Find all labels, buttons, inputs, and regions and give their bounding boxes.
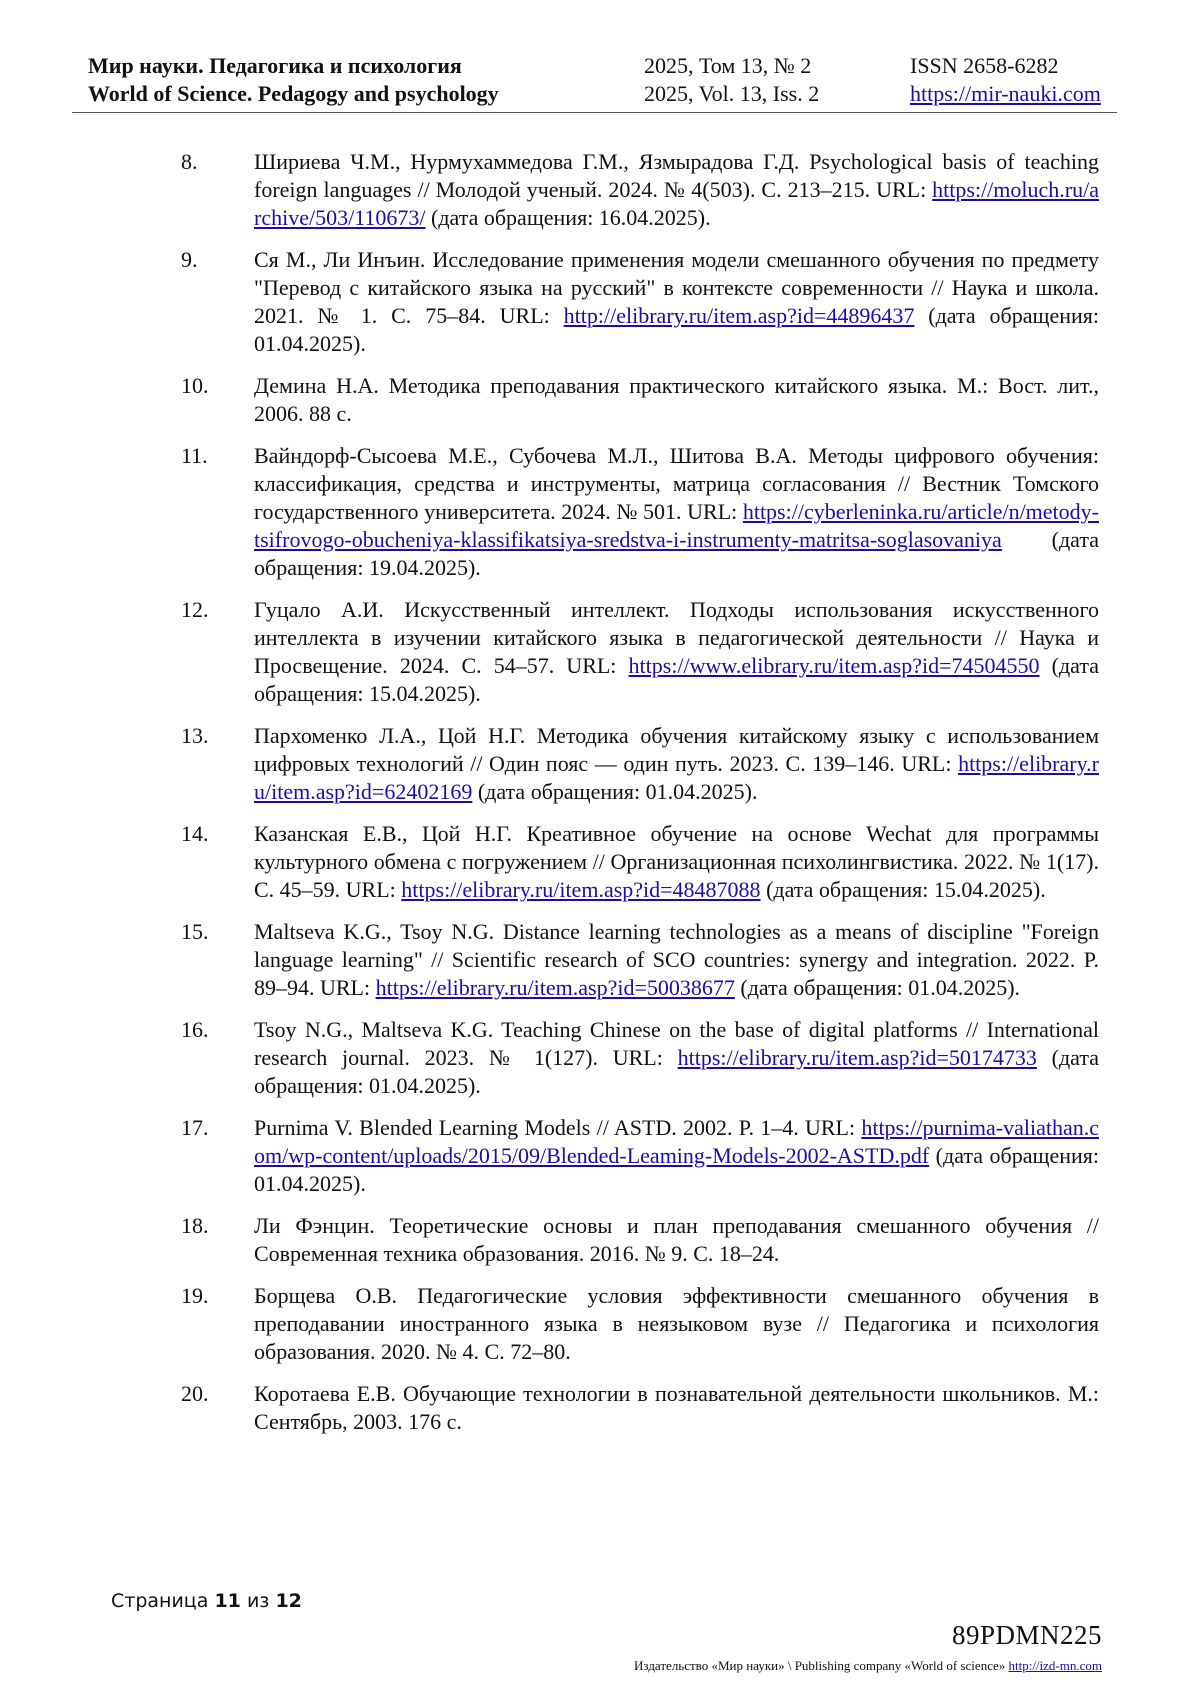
reference-item: [0, 372, 1200, 428]
reference-access-date: (дата обращения: 15.04.2025).: [254, 653, 1099, 706]
journal-header: [72, 52, 1117, 113]
reference-item: [0, 1380, 1200, 1436]
reference-number: 11.: [181, 443, 208, 468]
reference-number: 9.: [181, 247, 198, 272]
reference-item: [0, 246, 1200, 358]
page-counter: [111, 1590, 302, 1612]
reference-body: Демина Н.А. Методика преподавания практического китайского языка. М.: Вост. лит., 2006. 88 с.: [254, 373, 1099, 426]
publisher-line: [634, 1658, 1102, 1674]
reference-item: [0, 722, 1200, 806]
reference-text: [254, 442, 1099, 582]
reference-url-link[interactable]: https://elibrary.ru/item.asp?id=62402169: [254, 751, 1099, 804]
issue-ru: 2025, Том 13, № 2: [644, 53, 812, 78]
journal-site-link[interactable]: https://mir-nauki.com: [910, 81, 1101, 106]
reference-body: Гуцало А.И. Искусственный интеллект. Подходы использования искусственного интеллекта в изучении китайского языка в педагогической деятельности // Наука и Просвещение. 2024. С. 54–57. URL:: [254, 597, 1099, 678]
reference-access-date: (дата обращения: 01.04.2025).: [254, 303, 1100, 356]
reference-access-date: (дата обращения: 01.04.2025).: [254, 1143, 1099, 1196]
issn: ISSN 2658-6282: [910, 53, 1059, 78]
reference-number: 20.: [181, 1381, 209, 1406]
reference-text: [254, 918, 1099, 1002]
reference-body: Шириева Ч.М., Нурмухаммедова Г.М., Язмырадова Г.Д. Psychological basis of teaching foreign languages // Молодой ученый. 2024. № 4(503). С. 213–215. URL:: [254, 149, 1099, 202]
reference-text: [254, 246, 1099, 358]
reference-number: 13.: [181, 723, 209, 748]
reference-number: 8.: [181, 149, 198, 174]
reference-body: Вайндорф-Сысоева М.Е., Субочева М.Л., Шитова В.А. Методы цифрового обучения: классификация, средства и инструменты, матрица согласования // Вестник Томского государственного университета. 2024. № 501. URL:: [254, 443, 1099, 524]
reference-access-date: (дата обращения: 15.04.2025).: [760, 877, 1046, 902]
reference-text: [254, 148, 1099, 232]
page-of: из: [246, 1590, 270, 1612]
issue-en: 2025, Vol. 13, Iss. 2: [644, 81, 820, 106]
reference-body: Tsoy N.G., Maltseva K.G. Teaching Chinese on the base of digital platforms // International research journal. 2023. № 1(127). URL:: [254, 1017, 1099, 1070]
reference-item: [0, 820, 1200, 904]
reference-access-date: (дата обращения: 16.04.2025).: [425, 205, 711, 230]
reference-item: [0, 918, 1200, 1002]
reference-text: [254, 1380, 1099, 1436]
reference-access-date: (дата обращения: 01.04.2025).: [472, 779, 758, 804]
reference-access-date: (дата обращения: 01.04.2025).: [734, 975, 1021, 1000]
reference-url-link[interactable]: https://www.elibrary.ru/item.asp?id=74504550: [628, 653, 1040, 678]
reference-body: Борщева О.В. Педагогические условия эффективности смешанного обучения в преподавании иностранного языка в неязыковом вузе // Педагогика и психология образования. 2020. № 4. С. 72–80.: [254, 1283, 1099, 1364]
reference-number: 10.: [181, 373, 209, 398]
reference-url-link[interactable]: https://moluch.ru/archive/503/110673/: [254, 177, 1099, 230]
reference-list: [0, 148, 1200, 1450]
reference-item: [0, 442, 1200, 582]
page-current: 11: [214, 1590, 241, 1612]
article-code: 89PDMN225: [951, 1620, 1102, 1650]
publisher-text: Издательство «Мир науки» \ Publishing company «World of science»: [634, 1658, 1009, 1673]
reference-body: Пархоменко Л.А., Цой Н.Г. Методика обучения китайскому языку с использованием цифровых технологий // Один пояс — один путь. 2023. С. 139–146. URL:: [254, 723, 1099, 776]
reference-text: [254, 820, 1099, 904]
reference-body: Казанская Е.В., Цой Н.Г. Креативное обучение на основе Wechat для программы культурного обмена с погружением // Организационная психолингвистика. 2022. № 1(17). С. 45–59. URL:: [254, 821, 1099, 902]
reference-number: 14.: [181, 821, 209, 846]
reference-text: [254, 722, 1099, 806]
publisher-link[interactable]: http://izd-mn.com: [1008, 1658, 1102, 1673]
reference-url-link[interactable]: http://elibrary.ru/item.asp?id=44896437: [563, 303, 915, 328]
page-total: 12: [275, 1590, 302, 1612]
reference-url-link[interactable]: https://cyberleninka.ru/article/n/metody-tsifrovogo-obucheniya-klassifikatsiya-sredstva-i-instrumenty-matritsa-soglasovaniya: [254, 499, 1099, 552]
reference-text: [254, 596, 1099, 708]
reference-text: [254, 372, 1099, 428]
reference-item: [0, 596, 1200, 708]
reference-item: [0, 148, 1200, 232]
reference-number: 15.: [181, 919, 209, 944]
reference-item: [0, 1114, 1200, 1198]
reference-access-date: (дата обращения: 19.04.2025).: [254, 527, 1099, 580]
reference-body: Ли Фэнцин. Теоретические основы и план преподавания смешанного обучения // Современная техника образования. 2016. № 9. С. 18–24.: [254, 1213, 1099, 1266]
reference-url-link[interactable]: https://purnima-valiathan.com/wp-content/uploads/2015/09/Blended-Leaming-Models-2002-ASTD.pdf: [254, 1115, 1099, 1168]
reference-text: [254, 1282, 1099, 1366]
reference-body: Maltseva K.G., Tsoy N.G. Distance learning technologies as a means of discipline "Foreign language learning" // Scientific research of SCO countries: synergy and integration. 2022. P. 89–94. URL:: [254, 919, 1099, 1000]
reference-number: 16.: [181, 1017, 209, 1042]
reference-item: [0, 1212, 1200, 1268]
journal-title-block: [88, 52, 499, 108]
reference-body: Ся М., Ли Инъин. Исследование применения модели смешанного обучения по предмету "Перевод с китайского языка на русский" в контексте современности // Наука и школа. 2021. № 1. С. 75–84. URL:: [254, 247, 1099, 328]
reference-url-link[interactable]: https://elibrary.ru/item.asp?id=50038677: [375, 975, 735, 1000]
reference-url-link[interactable]: https://elibrary.ru/item.asp?id=50174733: [677, 1045, 1037, 1070]
reference-number: 19.: [181, 1283, 209, 1308]
reference-item: [0, 1282, 1200, 1366]
issue-block: [644, 52, 819, 108]
reference-number: 18.: [181, 1213, 209, 1238]
reference-number: 17.: [181, 1115, 209, 1140]
reference-text: [254, 1114, 1099, 1198]
journal-title-en: World of Science. Pedagogy and psychology: [88, 81, 499, 106]
reference-body: Коротаева Е.В. Обучающие технологии в познавательной деятельности школьников. М.: Сентябрь, 2003. 176 с.: [254, 1381, 1099, 1434]
reference-item: [0, 1016, 1200, 1100]
reference-text: [254, 1016, 1099, 1100]
issn-block: [910, 52, 1101, 108]
reference-text: [254, 1212, 1099, 1268]
reference-number: 12.: [181, 597, 209, 622]
reference-url-link[interactable]: https://elibrary.ru/item.asp?id=48487088: [401, 877, 761, 902]
page-word: Страница: [111, 1590, 209, 1612]
reference-access-date: (дата обращения: 01.04.2025).: [254, 1045, 1099, 1098]
journal-title-ru: Мир науки. Педагогика и психология: [88, 53, 462, 78]
reference-body: Purnima V. Blended Learning Models // ASTD. 2002. P. 1–4. URL:: [254, 1115, 862, 1140]
